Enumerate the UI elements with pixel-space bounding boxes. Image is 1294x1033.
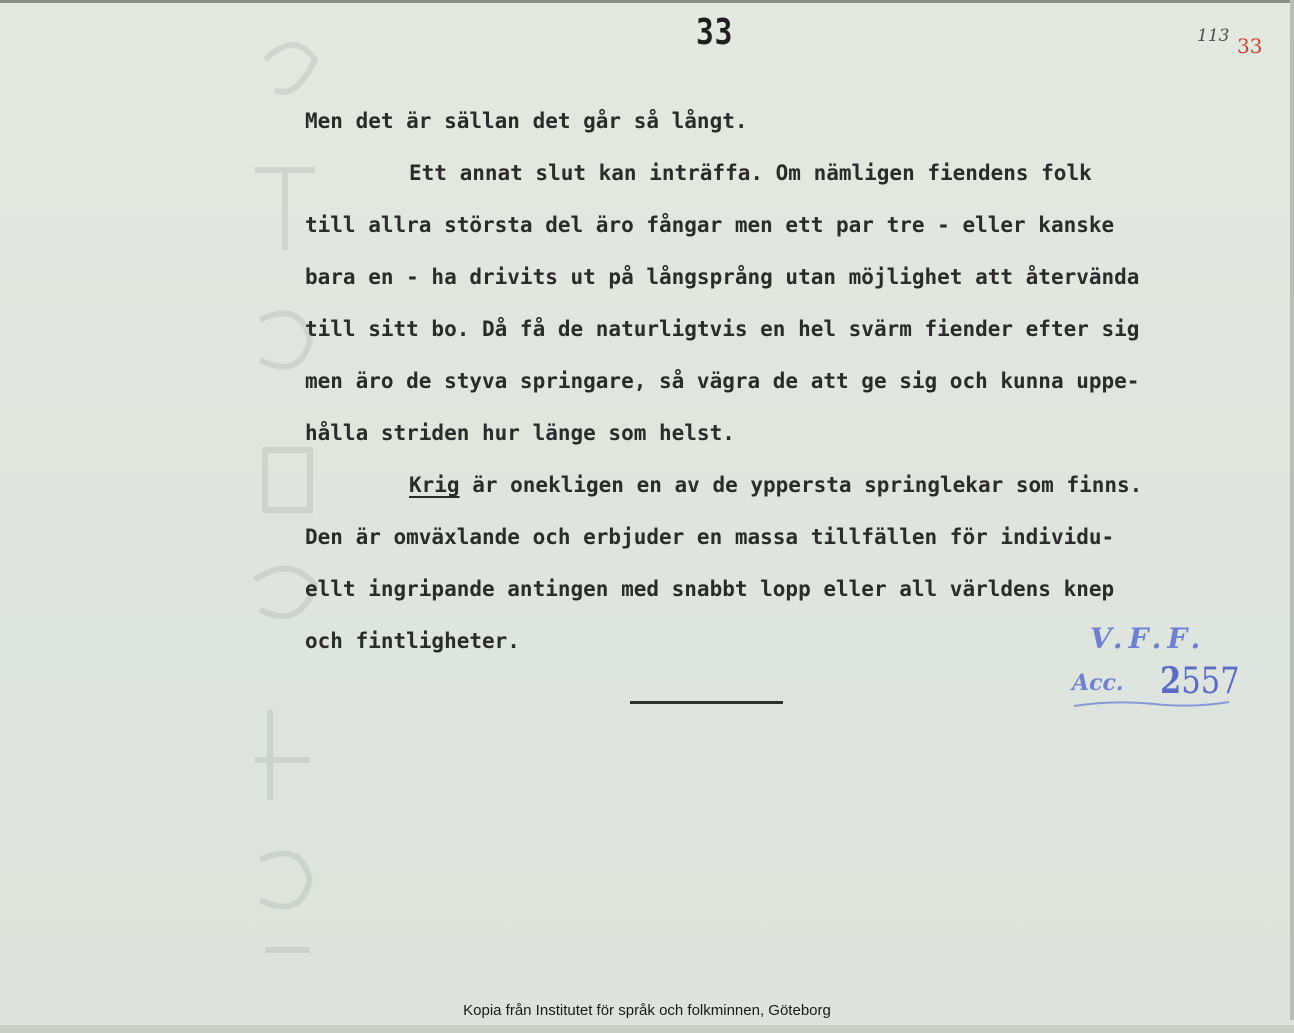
underlined-word: Krig	[409, 473, 460, 497]
text-line: Men det är sällan det går så långt.	[305, 109, 748, 133]
page-bottom-edge	[0, 1025, 1294, 1033]
page-right-edge	[1290, 0, 1294, 1020]
text-line-indented	[305, 155, 1290, 207]
typewritten-text	[305, 103, 1290, 675]
text-line-content: är onekligen en av de yppersta springlekar som finns.	[459, 473, 1143, 497]
stamp-number-tail: 557	[1181, 661, 1240, 702]
text-line-indented	[305, 467, 1290, 519]
end-rule	[630, 701, 783, 704]
text-line: och fintligheter.	[305, 629, 520, 653]
text-line: till allra största del äro fångar men ett par tre - eller kanske	[305, 213, 1115, 237]
text-line: men äro de styva springare, så vägra de att ge sig och kunna uppe-	[305, 369, 1140, 393]
stamp-underline	[1068, 622, 1268, 714]
text-line: Den är omväxlande och erbjuder en massa tillfällen för individu-	[305, 525, 1115, 549]
footer-copy-notice: Kopia från Institutet för språk och folkminnen, Göteborg	[463, 1002, 831, 1019]
text-line: till sitt bo. Då få de naturligtvis en hel svärm fiender efter sig	[305, 317, 1140, 341]
stamp-number-head: 2	[1160, 660, 1182, 702]
page-top-edge	[0, 0, 1294, 3]
stamp-org: V.F.F.	[1090, 622, 1207, 655]
text-line: hålla striden hur länge som helst.	[305, 421, 735, 445]
text-line: bara en - ha drivits ut på långsprång utan möjlighet att återvända	[305, 265, 1140, 289]
red-page-number: 33	[1237, 34, 1263, 58]
handwritten-archive-number: 113	[1197, 26, 1230, 46]
stamp-acc-label: Acc.	[1072, 670, 1124, 696]
text-line: ellt ingripande antingen med snabbt lopp eller all världens knep	[305, 577, 1115, 601]
page-number: 33	[696, 12, 734, 53]
text-line-content: Ett annat slut kan inträffa. Om nämligen fiendens folk	[409, 161, 1092, 185]
archive-stamp	[1068, 622, 1268, 714]
